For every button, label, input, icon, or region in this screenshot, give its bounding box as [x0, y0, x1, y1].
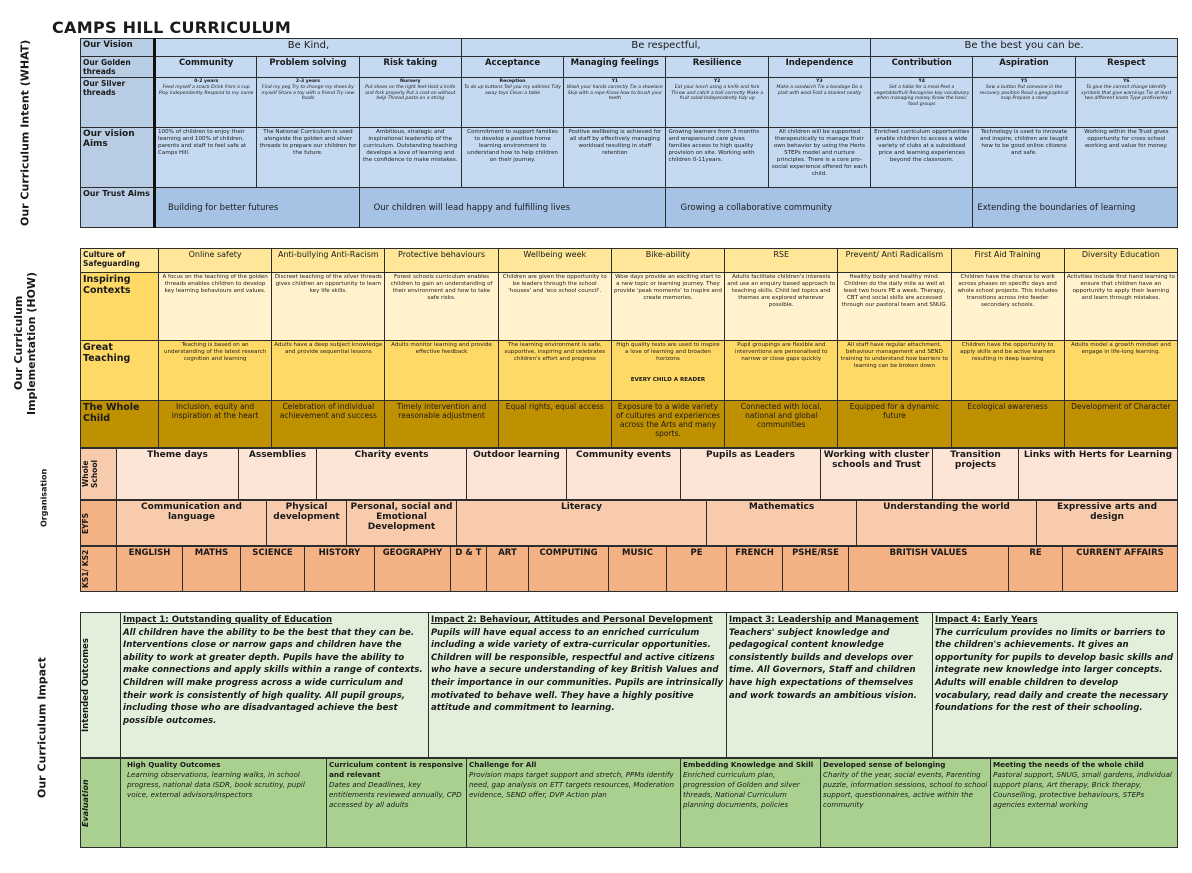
vision-label: Our Vision	[81, 39, 155, 57]
trust-aim: Extending the boundaries of learning	[973, 188, 1178, 228]
silver-text: Feed myself a snack Drink from a cup Play independently Respond to my name	[158, 84, 254, 96]
silver-text: Set a table for a meal Peel a vegetable/fruit Recognise key vocabulary when managing money Know the basic food groups	[873, 84, 970, 108]
eyfs-row	[80, 500, 1178, 546]
teaching-item: Adults have a deep subject knowledge and provide sequential lessons	[272, 341, 385, 401]
eyfs-item: Understanding the world	[857, 501, 1037, 546]
vision-aim: Enriched curriculum opportunities enable children to access a wide variety of clubs at a subsidised price and learning experiences beyond the classroom.	[871, 128, 973, 188]
silver-head: Y5	[1020, 79, 1028, 84]
silver-text: To give the correct change Identify symbols that give warnings Tie at least two different knots Type proficiently	[1081, 84, 1172, 102]
teaching-item: The learning environment is safe, supportive, inspiring and celebrates children's effort and progress	[498, 341, 611, 401]
whole-school-label: Whole School	[81, 459, 99, 489]
teaching-item: All staff have regular attachment, behaviour management and SEND training to understand how barriers to learning can be broken down	[838, 341, 951, 401]
vision-aim: Growing learners from 3 months and wraparound care gives families access to high quality provision on site. Working with children 0-11years.	[666, 128, 768, 188]
subject-item: PE	[667, 547, 727, 592]
silver-text: Put shoes on the right feet Hold a knife and fork properly Put a coat on without help Thread pasta on a string	[365, 84, 456, 102]
silver-head: Y3	[816, 79, 823, 84]
teaching-item: Children have the opportunity to apply skills and be active learners resulting in deep learning	[951, 341, 1064, 401]
silver-head: Y4	[918, 79, 925, 84]
teaching-item: Adults model a growth mindset and engage in life-long learning.	[1064, 341, 1177, 401]
evaluation-text: Provision maps target support and stretch, PPMs identify need, gap analysis on ETT targets resources, Moderation evidence, SEND offer, DVP Action plan	[469, 770, 675, 799]
vision-value: Be Kind,	[155, 39, 462, 57]
silver-text: To do up buttons Tell you my address Tidy away toys Clean a table	[464, 84, 562, 96]
subject-item: BRITISH VALUES	[849, 547, 1009, 592]
implementation-side-label: Our Curriculum Implementation (HOW)	[12, 271, 38, 415]
eyfs-item: Communication and language	[117, 501, 267, 546]
silver-head: Y1	[611, 79, 619, 84]
eyfs-label: EYFS	[81, 512, 90, 534]
impact-heading: Impact 2: Behaviour, Attitudes and Personal Development	[431, 615, 713, 625]
evaluation-heading: Curriculum content is responsive and relevant	[329, 760, 464, 779]
whole-school-item: Links with Herts for Learning	[1019, 449, 1178, 500]
safeguarding-item: Protective behaviours	[385, 249, 498, 273]
ks-label: KS1/ KS2	[81, 549, 90, 589]
vision-value: Be the best you can be.	[871, 39, 1178, 57]
safeguarding-item: RSE	[725, 249, 838, 273]
inspiring-item: Activities include first hand learning to ensure that children have an opportunity to apply their learning and learn through mistakes.	[1064, 273, 1177, 341]
golden-thread: Respect	[1075, 57, 1177, 78]
safeguarding-item: Diversity Education	[1064, 249, 1177, 273]
subject-item: RE	[1009, 547, 1063, 592]
trust-aim: Building for better futures	[155, 188, 360, 228]
implementation-table	[80, 248, 1178, 448]
outcomes-row	[80, 612, 1178, 758]
trust-aim: Our children will lead happy and fulfilling lives	[359, 188, 666, 228]
evaluation-heading: High Quality Outcomes	[127, 760, 221, 769]
impact-text: Teachers' subject knowledge and pedagogical content knowledge consistently builds and develops over time. All Governors, Staff and children have high expectations of themselves and work towards an ambitious vision.	[729, 627, 917, 701]
vision-aim: The National Curriculum is used alongside the golden and silver threads to prepare our children for the future.	[257, 128, 359, 188]
ks-row	[80, 546, 1178, 592]
whole-child-item: Ecological awareness	[951, 401, 1064, 448]
page-title: CAMPS HILL CURRICULUM	[52, 18, 292, 37]
evaluation-heading: Embedding Knowledge and Skill	[683, 760, 814, 769]
subject-item: COMPUTING	[529, 547, 609, 592]
whole-child-item: Equipped for a dynamic future	[838, 401, 951, 448]
safeguarding-item: Online safety	[159, 249, 272, 273]
golden-thread: Resilience	[666, 57, 768, 78]
whole-school-item: Community events	[567, 449, 681, 500]
organisation-side-label: Organisation	[39, 468, 49, 528]
impact-text: Pupils will have equal access to an enriched curriculum including a wide variety of extra-curricular opportunities. Children will be responsible, respectful and active citizens who have a secure understanding of key British Values and their importance in our communities. Pupils are intrinsically motivated to behave well. They have a highly positive attitude and commitment to learning.	[431, 627, 724, 714]
outcomes-label: Intended Outcomes	[81, 638, 91, 732]
safeguarding-item: Prevent/ Anti Radicalism	[838, 249, 951, 273]
whole-child-label: The Whole Child	[81, 401, 159, 448]
vision-value: Be respectful,	[461, 39, 870, 57]
whole-child-item: Inclusion, equity and inspiration at the heart	[159, 401, 272, 448]
evaluation-text: Pastoral support, SNUG, small gardens, individual support plans, Art therapy, Brick therapy, Counselling, protective behaviours, STEPs agencies external working	[993, 770, 1172, 809]
inspiring-item: Adults facilitate children's interests and use an enquiry based approach to teaching skills. Child led topics and themes are explored wherever possible.	[725, 273, 838, 341]
safeguarding-item: Bike-ability	[611, 249, 724, 273]
silver-head: Y6	[1123, 79, 1130, 84]
subject-item: SCIENCE	[241, 547, 305, 592]
subject-item: FRENCH	[727, 547, 783, 592]
vision-aim: Ambitious, strategic and inspirational leadership of the curriculum. Outstanding teaching develops a love of learning and the confidence to make mistakes.	[359, 128, 461, 188]
golden-thread: Acceptance	[461, 57, 563, 78]
whole-school-item: Theme days	[117, 449, 239, 500]
whole-child-item: Development of Character	[1064, 401, 1177, 448]
impact-heading: Impact 1: Outstanding quality of Education	[123, 615, 333, 625]
subject-item: CURRENT AFFAIRS	[1063, 547, 1178, 592]
teaching-item: Teaching is based on an understanding of the latest research cognition and learning	[159, 341, 272, 401]
trust-label: Our Trust Aims	[81, 188, 155, 228]
vision-aim: All children will be supported therapeutically to manage their own behavior by using the Herts STEPs model and nurture principles. There is a core pro-social experience offered for each child.	[768, 128, 870, 188]
safeguarding-label: Culture of Safeguarding	[81, 249, 159, 273]
subject-item: ENGLISH	[117, 547, 183, 592]
inspiring-item: Forest schools curriculum enables children to gain an understanding of their environment and how to take safe risks.	[385, 273, 498, 341]
subject-item: HISTORY	[305, 547, 375, 592]
impact-heading: Impact 3: Leadership and Management	[729, 615, 919, 625]
golden-label: Our Golden threads	[81, 57, 155, 78]
evaluation-heading: Meeting the needs of the whole child	[993, 760, 1144, 769]
vision-aim: Commitment to support families to develop a positive home learning environment to understand how to help children on their journey.	[461, 128, 563, 188]
silver-text: Make a sandwich Tie a bandage Do a plait with wool Fold a blanket neatly	[776, 84, 863, 96]
impact-heading: Impact 4: Early Years	[935, 615, 1038, 625]
whole-child-item: Equal rights, equal access	[498, 401, 611, 448]
teaching-item: High quality texts are used to inspire a love of learning and broaden horizons	[616, 342, 720, 362]
whole-child-item: Exposure to a wide variety of cultures and experiences across the Arts and many sports.	[611, 401, 724, 448]
inspiring-label: Inspiring Contexts	[81, 273, 159, 341]
whole-child-item: Connected with local, national and global communities	[725, 401, 838, 448]
aims-label: Our vision Aims	[81, 128, 155, 188]
whole-school-item: Pupils as Leaders	[681, 449, 821, 500]
safeguarding-item: Wellbeing week	[498, 249, 611, 273]
vision-aim: Working within the Trust gives opportunity for cross school working and value for money.	[1075, 128, 1177, 188]
inspiring-item: Wow days provide an exciting start to a new topic or learning journey. They provide 'peak moments' to inspire and create memories.	[611, 273, 724, 341]
golden-thread: Problem solving	[257, 57, 359, 78]
inspiring-item: Discreet teaching of the silver threads gives children an opportunity to learn key life skills.	[272, 273, 385, 341]
intent-side-label: Our Curriculum Intent (WHAT)	[18, 39, 32, 227]
silver-head: 0-2 years	[194, 79, 219, 84]
impact-side-label: Our Curriculum Impact	[35, 657, 49, 799]
teaching-item: Pupil groupings are flexible and interventions are personalised to narrow or close gaps quickly	[725, 341, 838, 401]
golden-thread: Community	[155, 57, 257, 78]
whole-school-item: Outdoor learning	[467, 449, 567, 500]
evaluation-text: Learning observations, learning walks, in school progress, national data ISDR, book scrutiny, pupil voice, external advisors/inspectors	[127, 770, 305, 799]
vision-aim: Technology is used to innovate and inspire, children are taught how to be good online citizens and safe.	[973, 128, 1075, 188]
whole-school-item: Working with cluster schools and Trust	[821, 449, 933, 500]
eyfs-item: Physical development	[267, 501, 347, 546]
impact-text: The curriculum provides no limits or barriers to the children's achievements. It gives an opportunity for pupils to develop basic skills and integrate new knowledge into larger concepts. Adults will enable children to develop vocabulary, read daily and create the necessary foundations for the rest of their schooling.	[935, 627, 1173, 714]
safeguarding-item: Anti-bullying Anti-Racism	[272, 249, 385, 273]
intent-table	[80, 38, 1178, 228]
evaluation-heading: Developed sense of belonging	[823, 760, 946, 769]
inspiring-item: Children are given the opportunity to be leaders through the school 'houses' and 'eco school council'.	[498, 273, 611, 341]
golden-thread: Independence	[768, 57, 870, 78]
inspiring-item: Children have the chance to work across phases on specific days and whole school projects. This includes transitions across into feeder secondary schools.	[951, 273, 1064, 341]
teaching-label: Great Teaching	[81, 341, 159, 401]
golden-thread: Managing feelings	[564, 57, 666, 78]
eyfs-item: Expressive arts and design	[1037, 501, 1178, 546]
silver-label: Our Silver threads	[81, 78, 155, 128]
golden-thread: Risk taking	[359, 57, 461, 78]
subject-item: PSHE/RSE	[783, 547, 849, 592]
golden-thread: Aspiration	[973, 57, 1075, 78]
evaluation-label: Evaluation	[81, 779, 90, 827]
silver-head: Reception	[499, 79, 526, 84]
silver-text: Wash your hands correctly Tie a shoelace Skip with a rope Know how to brush your teeth	[566, 84, 663, 102]
whole-school-item: Transition projects	[933, 449, 1019, 500]
evaluation-text: Dates and Deadlines, key entitlements reviewed annually, CPD accessed by all adults	[329, 780, 462, 809]
whole-child-item: Timely intervention and reasonable adjustment	[385, 401, 498, 448]
inspiring-item: A focus on the teaching of the golden threads enables children to develop key learning behaviours and values.	[159, 273, 272, 341]
eyfs-item: Personal, social and Emotional Development	[347, 501, 457, 546]
evaluation-text: Charity of the year, social events, Parenting puzzle, information sessions, school to school support, questionnaires, active within the community	[823, 770, 988, 809]
whole-school-item: Charity events	[317, 449, 467, 500]
whole-child-item: Celebration of individual achievement and success	[272, 401, 385, 448]
whole-school-item: Assemblies	[239, 449, 317, 500]
evaluation-text: Enriched curriculum plan, progression of Golden and silver threads, National Curriculum planning documents, policies	[683, 770, 800, 809]
silver-head: Nursery	[399, 79, 421, 84]
evaluation-row	[80, 758, 1178, 848]
subject-item: GEOGRAPHY	[375, 547, 451, 592]
subject-item: ART	[487, 547, 529, 592]
vision-aim: 100% of children to enjoy their learning and 100% of children, parents and staff to feel safe at Camps Hill.	[155, 128, 257, 188]
evaluation-heading: Challenge for All	[469, 760, 537, 769]
silver-head: 2-3 years	[295, 79, 320, 84]
silver-text: Sew a button Put someone in the recovery position Read a geographical map Prepare a meal	[979, 84, 1069, 102]
trust-aim: Growing a collaborative community	[666, 188, 973, 228]
teaching-item: Adults monitor learning and provide effective feedback	[385, 341, 498, 401]
eyfs-item: Literacy	[457, 501, 707, 546]
silver-text: Eat your lunch using a knife and fork Throw and catch a ball correctly Make a fruit salad Independently tidy up	[671, 84, 764, 102]
subject-item: D & T	[451, 547, 487, 592]
subject-item: MUSIC	[609, 547, 667, 592]
eyfs-item: Mathematics	[707, 501, 857, 546]
silver-head: Y2	[713, 79, 721, 84]
inspiring-item: Healthy body and healthy mind. Children do the daily mile as well at least two hours PE a week. Therapy, CBT and social skills are accessed through our pastoral team and SNUG.	[838, 273, 951, 341]
vision-aim: Positive wellbeing is achieved for all staff by effectively managing workload resulting in staff retention	[564, 128, 666, 188]
golden-thread: Contribution	[871, 57, 973, 78]
whole-school-row	[80, 448, 1178, 500]
impact-text: All children have the ability to be the best that they can be. Interventions close or narrow gaps and children have the ability to work at greater depth. Pupils have the ability to make connections and apply skills within a range of contexts. Children will make progress across a wide curriculum and their work is consistently of high quality. All pupil groups, including those who are disadvantaged achieve the best possible outcomes.	[123, 627, 423, 726]
subject-item: MATHS	[183, 547, 241, 592]
safeguarding-item: First Aid Training	[951, 249, 1064, 273]
every-child-reader: EVERY CHILD A READER	[630, 377, 706, 383]
silver-text: Find my peg Try to change my shoes by myself Share a toy with a friend Try new foods	[261, 84, 355, 102]
